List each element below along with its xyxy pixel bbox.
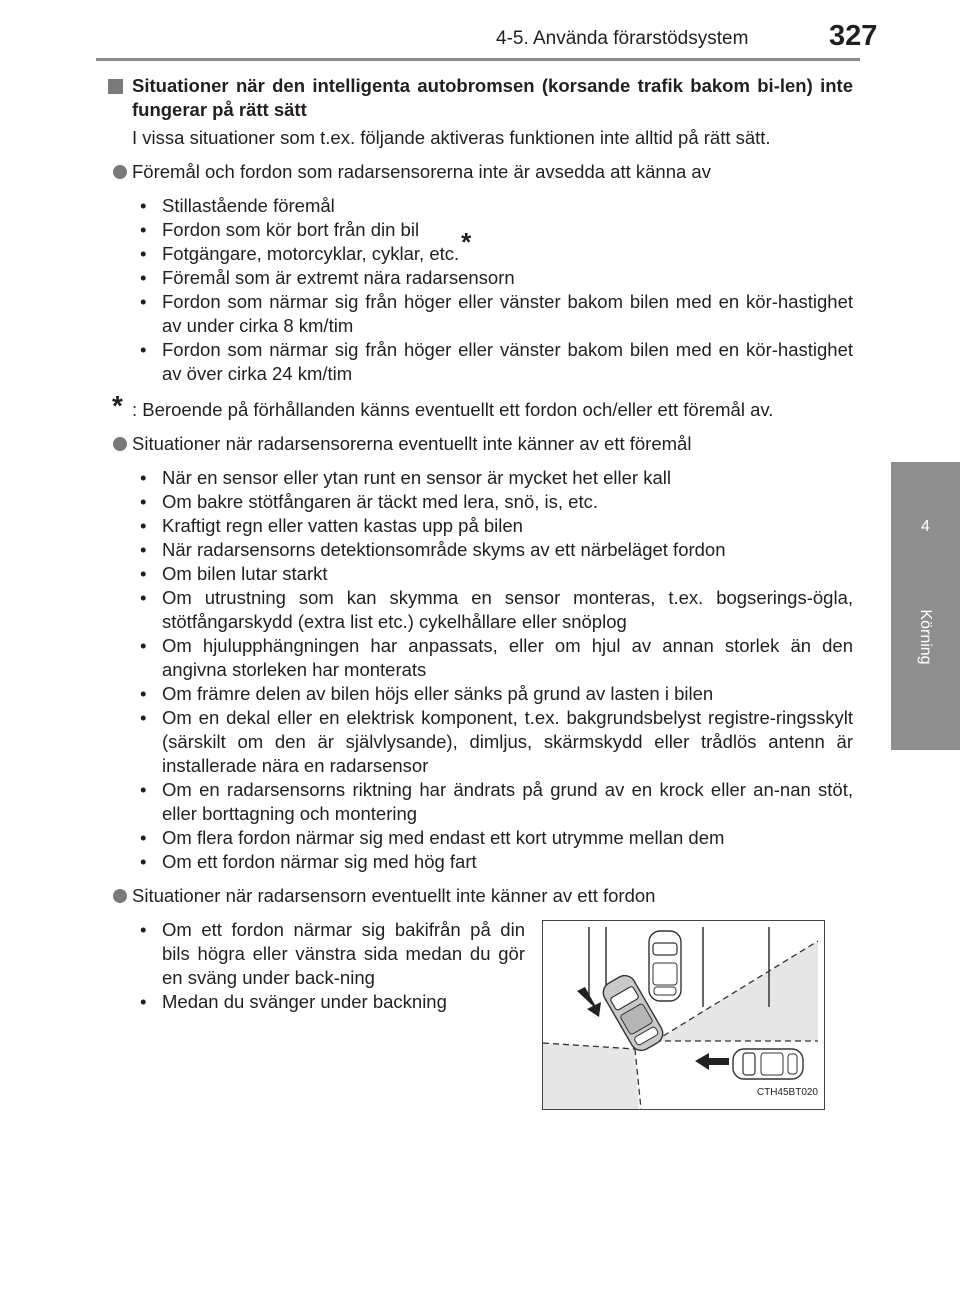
list-item: • Medan du svänger under backning	[140, 990, 525, 1014]
list-item: • Fordon som närmar sig från höger eller vänster bakom bilen med en kör-hastighet av över cirka 24 km/tim	[140, 338, 853, 386]
list-item: • Föremål som är extremt nära radarsensorn	[140, 266, 853, 290]
list-item: • Om hjulupphängningen har anpassats, eller om hjul av annan storlek än den angivna storleken har monterats	[140, 634, 853, 682]
footnote-text: : Beroende på förhållanden känns eventuellt ett fordon och/eller ett föremål av.	[132, 399, 774, 420]
page-content	[108, 74, 853, 1098]
bullet-list	[108, 918, 525, 1014]
list-item: • Om ett fordon närmar sig bakifrån på din bils högra eller vänstra sida medan du gör en sväng under back-ning	[140, 918, 525, 990]
page-number: 327	[829, 20, 878, 52]
list-item: • Om ett fordon närmar sig med hög fart	[140, 850, 853, 874]
list-item: • Fotgängare, motorcyklar, cyklar, etc.*	[140, 242, 853, 266]
section-heading-text: Situationer när den intelligenta autobromsen (korsande trafik bakom bi-len) inte fungerar på rätt sätt	[132, 75, 853, 120]
footnote	[108, 390, 853, 422]
list-item: • När en sensor eller ytan runt en sensor är mycket het eller kall	[140, 466, 853, 490]
circle-bullet-icon	[113, 165, 127, 179]
list-item: • Om en dekal eller en elektrisk komponent, t.ex. bakgrundsbelyst registre-ringsskylt (särskilt om den är självlysande), dimljus, skärmskydd eller trådlös antenn är installerade nära en radarsensor	[140, 706, 853, 778]
list-item: • Om främre delen av bilen höjs eller sänks på grund av lasten i bilen	[140, 682, 853, 706]
parked-car-icon	[649, 931, 681, 1001]
chapter-tab	[891, 462, 960, 750]
list-item: • Om flera fordon närmar sig med endast ett kort utrymme mellan dem	[140, 826, 853, 850]
square-bullet-icon	[108, 79, 123, 94]
header-rule	[96, 58, 860, 61]
list-item: • Fordon som närmar sig från höger eller vänster bakom bilen med en kör-hastighet av under cirka 8 km/tim	[140, 290, 853, 338]
asterisk-mark: *	[461, 226, 472, 257]
list-item: • Om utrustning som kan skymma en sensor monteras, t.ex. bogserings-ögla, stötfångarskydd (extra list etc.) cykelhållare eller snöplog	[140, 586, 853, 634]
list-item: • Stillastående föremål	[140, 194, 853, 218]
bullet-list	[108, 194, 853, 386]
left-detection-zone	[543, 1043, 639, 1109]
footnote-asterisk: *	[112, 390, 123, 421]
list-item: • Om bakre stötfångaren är täckt med lera, snö, is, etc.	[140, 490, 853, 514]
illustrated-block	[108, 918, 853, 1098]
list-item: • Om en radarsensorns riktning har ändrats på grund av en krock eller an-nan stöt, eller borttagning och montering	[140, 778, 853, 826]
approaching-car-icon	[733, 1049, 803, 1079]
circle-bullet-icon	[113, 889, 127, 903]
subsection-title	[108, 160, 853, 184]
list-item: • Om bilen lutar starkt	[140, 562, 853, 586]
list-item: • Kraftigt regn eller vatten kastas upp på bilen	[140, 514, 853, 538]
intro-paragraph: I vissa situationer som t.ex. följande aktiveras funktionen inte alltid på rätt sätt.	[132, 127, 771, 148]
section-heading	[108, 74, 853, 122]
chapter-number: 4	[921, 518, 930, 535]
approach-arrow-icon	[695, 1053, 729, 1070]
illustration-code: CTH45BT020	[756, 1087, 818, 1098]
subsection-title-text: Situationer när radarsensorerna eventuellt inte känner av ett föremål	[132, 433, 692, 454]
parking-illustration	[542, 920, 825, 1110]
subsection-title	[108, 432, 853, 456]
header-section-title: 4-5. Använda förarstödsystem	[496, 28, 749, 49]
circle-bullet-icon	[113, 437, 127, 451]
subsection-title-text: Situationer när radarsensorn eventuellt inte känner av ett fordon	[132, 885, 656, 906]
chapter-label: Körning	[917, 609, 934, 665]
list-item: • När radarsensorns detektionsområde skyms av ett närbeläget fordon	[140, 538, 853, 562]
list-item: • Fordon som kör bort från din bil	[140, 218, 853, 242]
subsection-title	[108, 884, 853, 908]
subsection-title-text: Föremål och fordon som radarsensorerna inte är avsedda att känna av	[132, 161, 711, 182]
bullet-list	[108, 466, 853, 874]
